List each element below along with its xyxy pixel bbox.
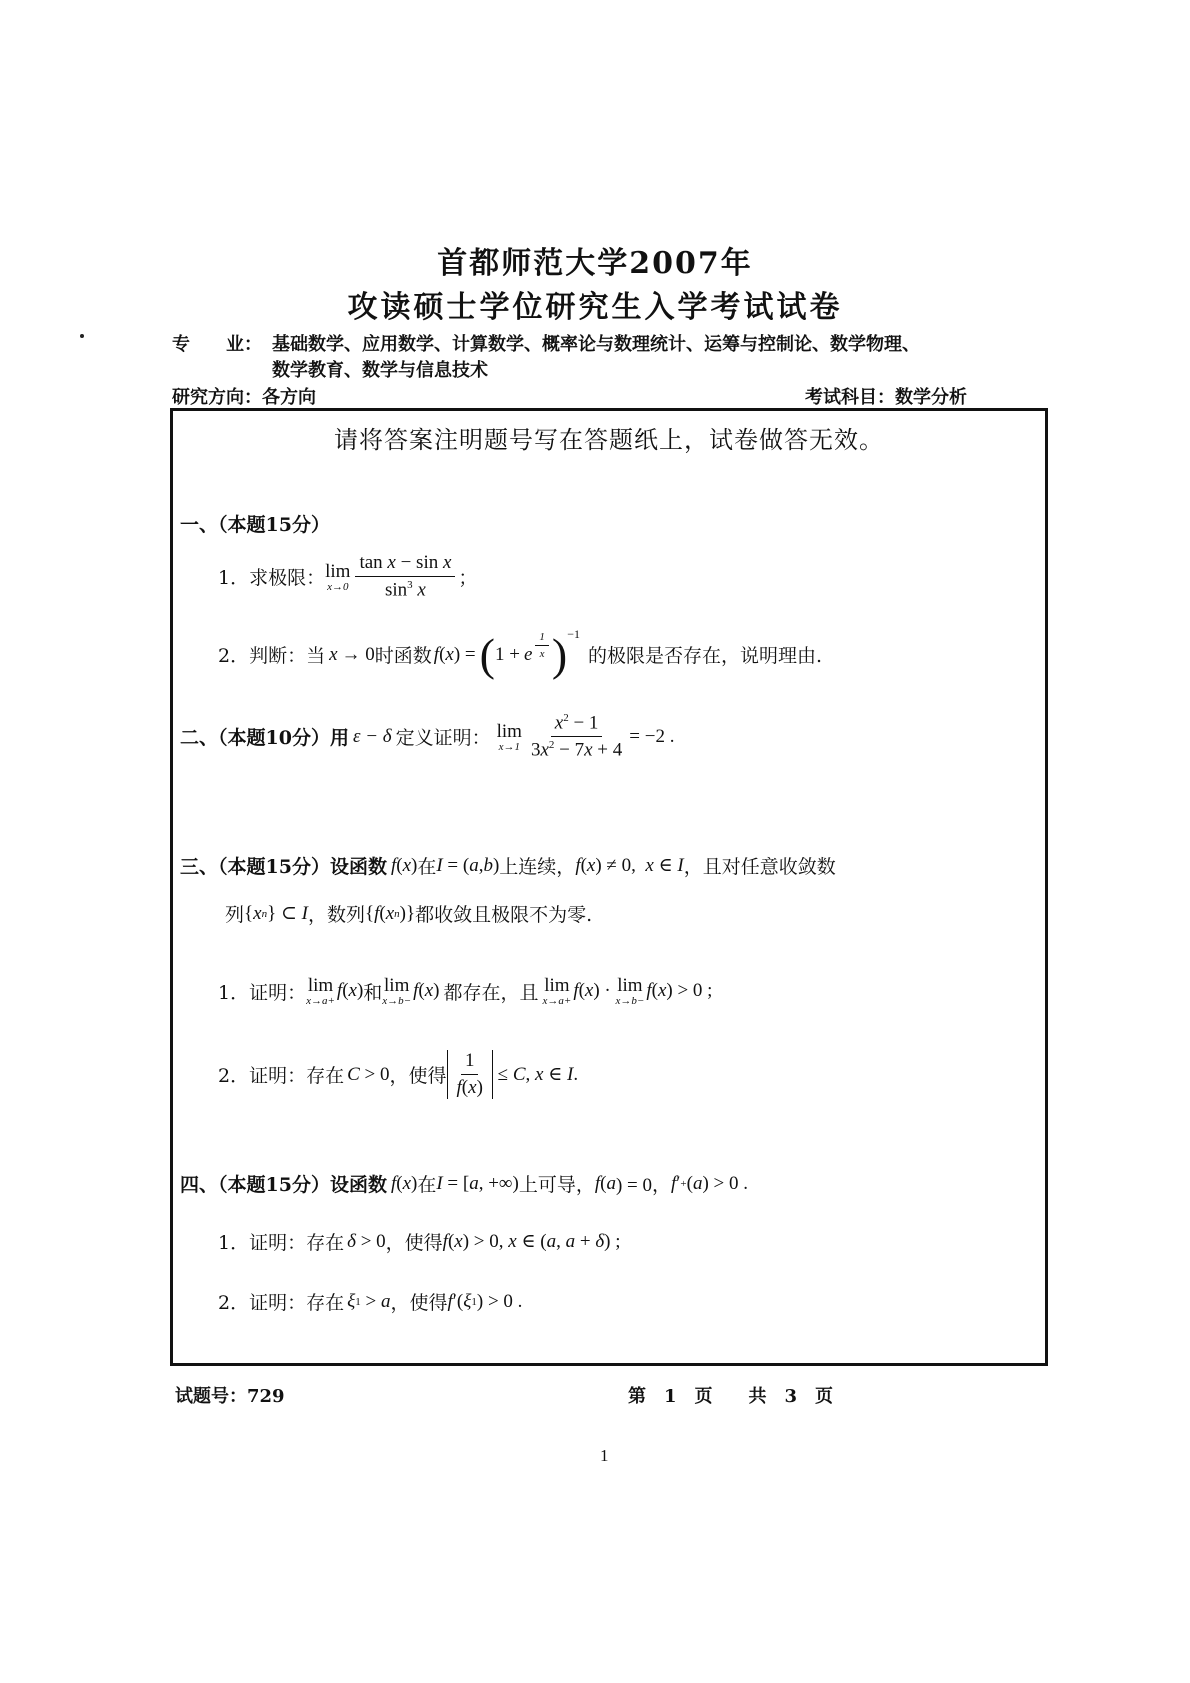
limit-fraction: $\frac{\text{tan x − sin x}}{\sin^3 x}$ bbox=[355, 552, 455, 601]
scan-speck bbox=[80, 334, 84, 338]
section-2: 二、（本题10分）用 ε − δ 定义证明： lim x→1 $\frac{x^2 - 1}{3x^2 - 7x + 4}$ = −2 . bbox=[180, 712, 675, 761]
section-1-question-2: 2．判断：当 x → 0 时函数 f ( x ) = ( 1 + e $\frac{1}{x}$ ) $^{-1}$ 的极限是否存在，说明理由. bbox=[218, 627, 823, 680]
exam-title-university: 首都师范大学2007年 bbox=[437, 246, 753, 281]
section-4-header: 四、（本题15分）设函数 bbox=[180, 1174, 387, 1196]
majors-line-2: 数学教育、数学与信息技术 bbox=[272, 360, 488, 381]
section-1-header: 一、（本题15分） bbox=[180, 514, 330, 536]
section-3-question-2: 2．证明：存在 C > 0 ，使得 $\frac{1}{f(x)}$ ≤ C , x ∈ I . bbox=[218, 1050, 579, 1098]
research-direction: 研究方向：各方向 bbox=[172, 387, 316, 408]
section-4-question-2: 2．证明：存在 ξ 1 > a ，使得 f ′( ξ 1 ) > 0 . bbox=[218, 1290, 523, 1314]
section-2-header: 二、（本题10分）用 bbox=[180, 727, 349, 750]
page-number: 1 bbox=[600, 1446, 609, 1465]
section-3-line-2: 列 { x n } ⊂ I ，数列 { f ( x n )} 都收敛且极限不为零. bbox=[225, 902, 593, 926]
exam-subject: 考试科目：数学分析 bbox=[805, 387, 967, 408]
answer-notice: 请将答案注明题号写在答题纸上，试卷做答无效。 bbox=[334, 426, 884, 454]
limit-expression: lim x→0 bbox=[325, 560, 351, 593]
section-3-line-1: 三、（本题15分）设函数 f ( x ) 在 I = ( a , b ) 上连续， f ( x ) ≠ 0, x ∈ I ， 且对任意收敛数 bbox=[180, 852, 836, 879]
exam-title-paper: 攻读硕士学位研究生入学考试试卷 bbox=[347, 290, 843, 325]
page-indicator: 第 1 页 共 3 页 bbox=[628, 1386, 834, 1407]
exam-code: 试题号：729 bbox=[175, 1386, 285, 1407]
section-1-question-1: 1．求极限： lim x→0 $\frac{\text{tan x − sin x}}{\sin^3 x}$ ； bbox=[218, 552, 478, 601]
section-4-question-1: 1．证明：存在 δ > 0 ，使得 f ( x ) > 0, x ∈ ( a , a + δ ) ; bbox=[218, 1230, 621, 1254]
section-3-header: 三、（本题15分）设函数 bbox=[180, 856, 387, 878]
q1-prefix: 1．求极限： bbox=[218, 567, 326, 590]
section-4: 四、（本题15分）设函数 f ( x ) 在 I = [ a , +∞) 上可导， f ( a ) = 0， f ′ + ( a ) > 0 . bbox=[180, 1170, 748, 1197]
major-label: 专 业： bbox=[172, 334, 262, 355]
majors-line-1: 基础数学、应用数学、计算数学、概率论与数理统计、运筹与控制论、数学物理、 bbox=[272, 334, 920, 355]
section-3-question-1: 1．证明： lim x→a+ f ( x ) 和 lim x→b− f ( x ) 都存在，且 lim x→a+ f ( x ) · lim x→b− f ( x ) > 0 ; bbox=[218, 975, 713, 1007]
